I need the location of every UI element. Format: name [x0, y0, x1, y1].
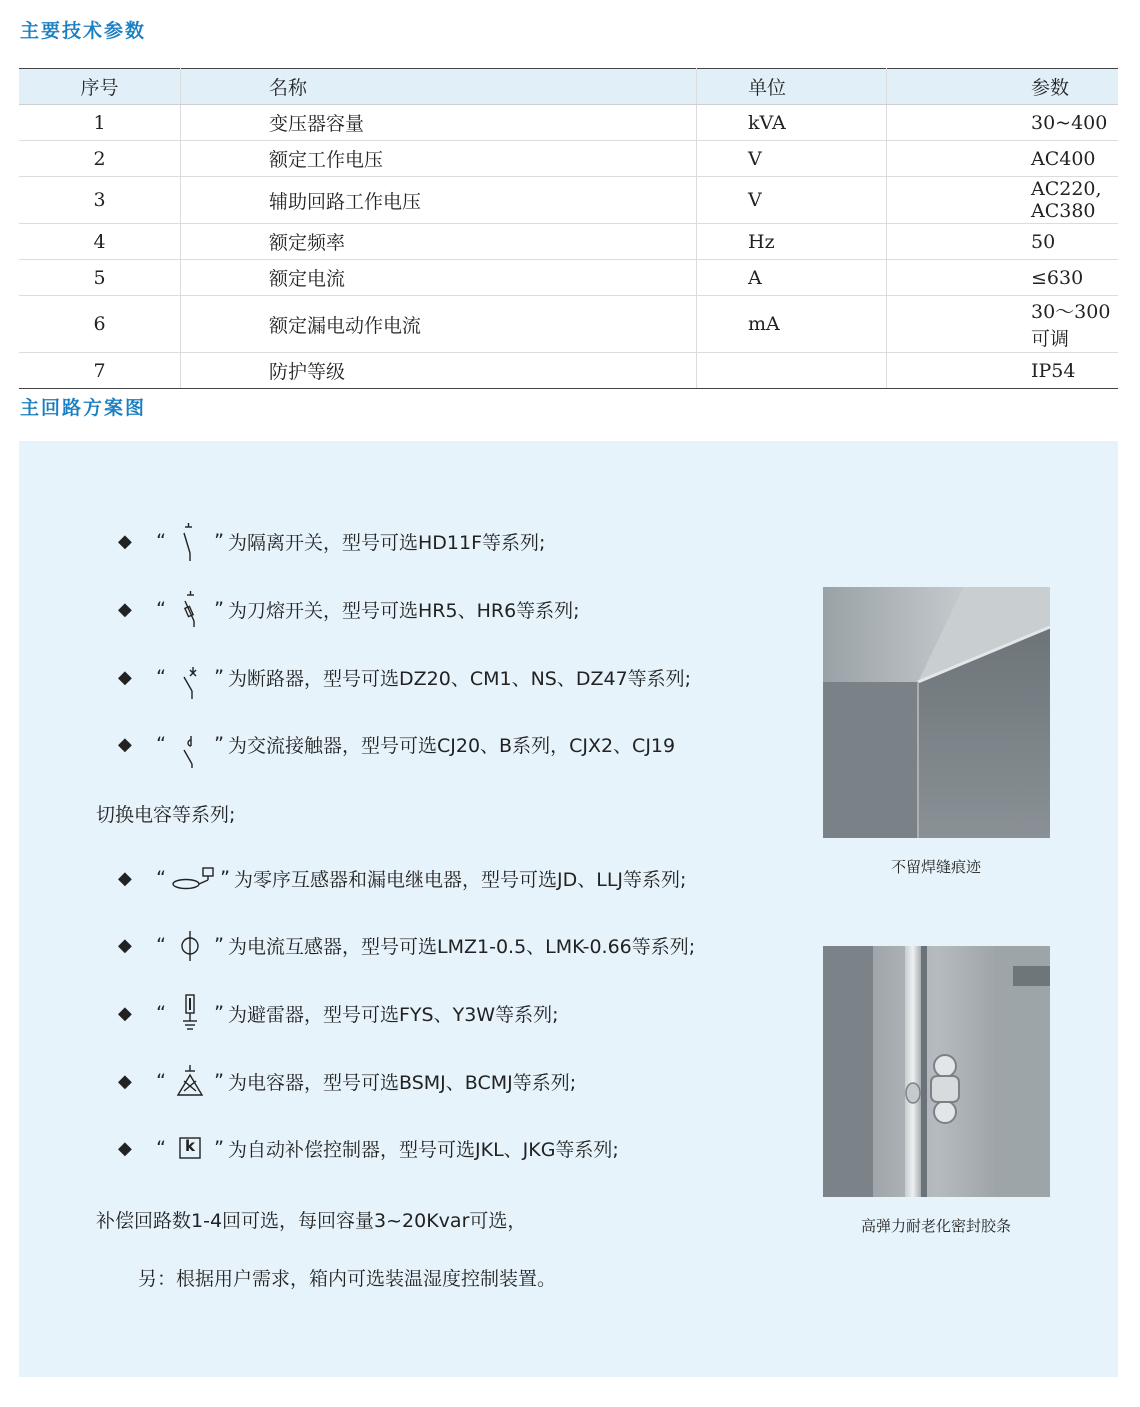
optional-device-note: 另：根据用户需求，箱内可选装温湿度控制装置。	[138, 1268, 557, 1290]
open-quote: “	[156, 934, 166, 956]
bullet-diamond: ◆	[118, 934, 132, 956]
table-row	[19, 141, 1118, 177]
bullet-diamond: ◆	[118, 666, 132, 688]
cell-value: IP54	[887, 353, 1119, 389]
table-row	[19, 105, 1118, 141]
cell-unit: A	[697, 260, 887, 296]
legend-text: 为电容器，型号可选BSMJ、BCMJ等系列;	[228, 1071, 577, 1094]
legend-text: 为交流接触器，型号可选CJ20、B系列，CJX2、CJ19	[228, 734, 676, 757]
circuit-section-title: 主回路方案图	[20, 397, 147, 419]
cell-name: 额定工作电压	[181, 141, 697, 177]
open-quote: “	[156, 867, 166, 889]
open-quote: “	[156, 1137, 166, 1159]
close-quote: ”	[214, 934, 224, 956]
cell-no: 3	[19, 177, 181, 224]
cell-no: 5	[19, 260, 181, 296]
controller-icon	[170, 1124, 210, 1172]
legend-text: 为断路器，型号可选DZ20、CM1、NS、DZ47等系列;	[228, 667, 692, 690]
spec-section-title: 主要技术参数	[20, 20, 147, 42]
close-quote: ”	[214, 1137, 224, 1159]
legend-item-capacitor	[118, 1057, 576, 1105]
legend-item-zero-sequence	[118, 854, 686, 902]
open-quote: “	[156, 733, 166, 755]
open-quote: “	[156, 666, 166, 688]
legend-text: 为电流互感器，型号可选LMZ1-0.5、LMK-0.66等系列;	[228, 935, 696, 958]
cell-value: ≤630	[887, 260, 1119, 296]
cell-no: 4	[19, 224, 181, 260]
cell-name: 辅助回路工作电压	[181, 177, 697, 224]
legend-item-fuse-switch	[118, 585, 580, 633]
cell-name: 额定电流	[181, 260, 697, 296]
bullet-diamond: ◆	[118, 530, 132, 552]
cell-no: 6	[19, 296, 181, 353]
table-row	[19, 296, 1118, 353]
bullet-diamond: ◆	[118, 1070, 132, 1092]
sealing-strip-photo	[823, 946, 1050, 1197]
open-quote: “	[156, 1070, 166, 1092]
header-unit: 单位	[697, 69, 887, 105]
legend-text: 为隔离开关，型号可选HD11F等系列;	[228, 531, 546, 554]
photo-caption-2: 高弹力耐老化密封胶条	[860, 1217, 1011, 1235]
fuse-switch-icon	[170, 585, 210, 633]
legend-item-circuit-breaker	[118, 653, 691, 701]
capacitor-icon	[170, 1057, 210, 1105]
cell-unit: V	[697, 141, 887, 177]
cell-unit	[697, 353, 887, 389]
circuit-breaker-icon	[170, 653, 210, 701]
cell-unit: mA	[697, 296, 887, 353]
cell-value: AC400	[887, 141, 1119, 177]
legend-item-isolating-switch	[118, 517, 545, 565]
close-quote: ”	[214, 1002, 224, 1024]
current-transformer-icon	[170, 921, 210, 969]
compensation-note: 补偿回路数1-4回可选，每回容量3~20Kvar可选，	[96, 1210, 527, 1232]
cell-value: AC220, AC380	[887, 177, 1119, 224]
bullet-diamond: ◆	[118, 1137, 132, 1159]
table-row	[19, 260, 1118, 296]
bullet-diamond: ◆	[118, 598, 132, 620]
close-quote: ”	[214, 530, 224, 552]
close-quote: ”	[220, 867, 230, 889]
cell-unit: Hz	[697, 224, 887, 260]
cell-name: 额定漏电动作电流	[181, 296, 697, 353]
cell-name: 变压器容量	[181, 105, 697, 141]
cell-unit: V	[697, 177, 887, 224]
header-value: 参数	[887, 69, 1119, 105]
cell-name: 防护等级	[181, 353, 697, 389]
bullet-diamond: ◆	[118, 867, 132, 889]
controller-letter: k	[185, 1137, 195, 1155]
legend-text: 为刀熔开关，型号可选HR5、HR6等系列;	[228, 599, 580, 622]
close-quote: ”	[214, 598, 224, 620]
legend-text: 为避雷器，型号可选FYS、Y3W等系列;	[228, 1003, 559, 1026]
circuit-legend-panel	[19, 441, 1118, 1377]
close-quote: ”	[214, 666, 224, 688]
surge-arrester-icon	[170, 989, 210, 1037]
table-row	[19, 224, 1118, 260]
open-quote: “	[156, 598, 166, 620]
legend-item-surge-arrester	[118, 989, 558, 1037]
table-row	[19, 177, 1118, 224]
cell-value: 50	[887, 224, 1119, 260]
spec-table	[19, 68, 1118, 389]
legend-item-current-transformer	[118, 921, 695, 969]
open-quote: “	[156, 530, 166, 552]
cell-value: 30~400	[887, 105, 1119, 141]
cell-no: 1	[19, 105, 181, 141]
contactor-continuation-text: 切换电容等系列;	[96, 804, 236, 826]
table-row	[19, 353, 1118, 389]
cell-value: 30～300可调	[887, 296, 1119, 353]
legend-text: 为零序互感器和漏电继电器，型号可选JD、LLJ等系列;	[234, 868, 687, 891]
close-quote: ”	[214, 733, 224, 755]
legend-item-controller	[118, 1124, 619, 1172]
close-quote: ”	[214, 1070, 224, 1092]
bullet-diamond: ◆	[118, 733, 132, 755]
cell-unit: kVA	[697, 105, 887, 141]
bullet-diamond: ◆	[118, 1002, 132, 1024]
header-name: 名称	[181, 69, 697, 105]
cell-no: 2	[19, 141, 181, 177]
legend-text: 为自动补偿控制器，型号可选JKL、JKG等系列;	[228, 1138, 619, 1161]
header-no: 序号	[19, 69, 181, 105]
photo-caption-1: 不留焊缝痕迹	[890, 858, 981, 876]
isolating-switch-icon	[170, 517, 210, 565]
cell-name: 额定频率	[181, 224, 697, 260]
open-quote: “	[156, 1002, 166, 1024]
seamless-corner-photo	[823, 587, 1050, 838]
legend-item-contactor	[118, 720, 675, 768]
contactor-icon	[170, 720, 210, 768]
zero-sequence-transformer-icon	[170, 854, 216, 902]
table-header-row	[19, 69, 1118, 105]
cell-no: 7	[19, 353, 181, 389]
